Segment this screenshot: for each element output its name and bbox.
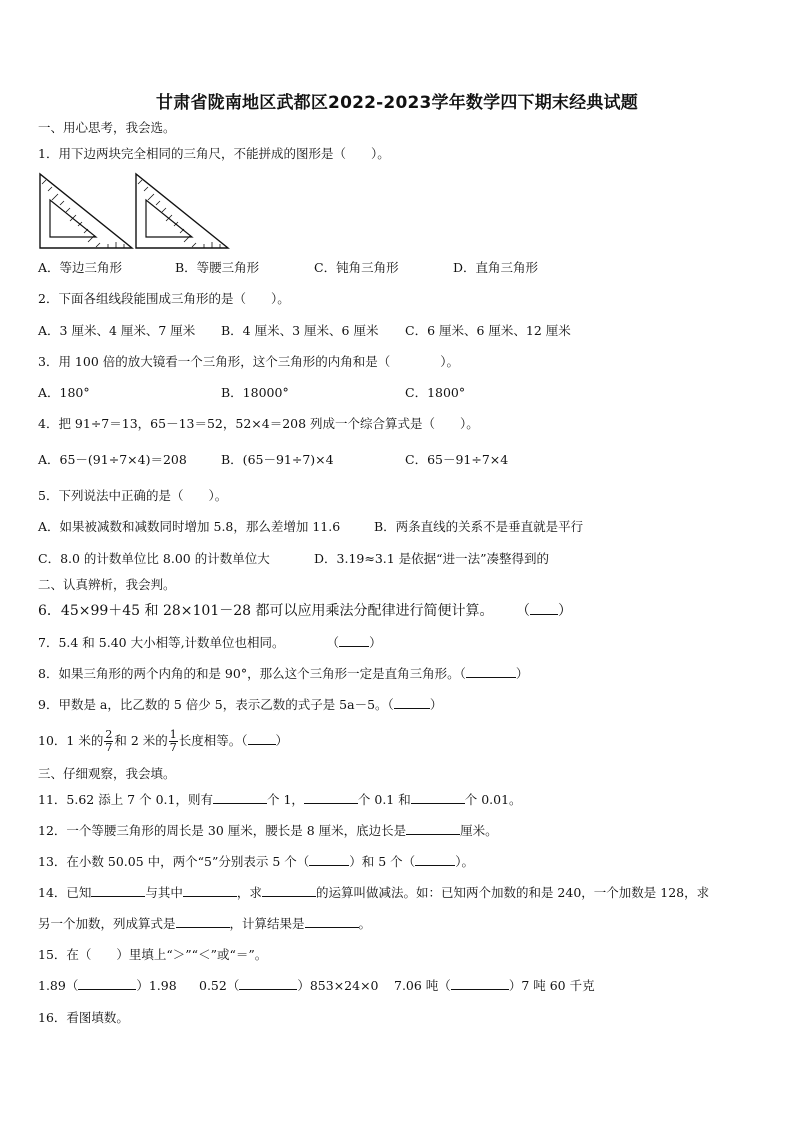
q11-text-a: 11．5.62 添上 7 个 0.1，则有 xyxy=(38,792,213,807)
question-8 xyxy=(38,665,528,683)
q10-paren-right: ） xyxy=(275,733,289,748)
q4-option-b: B．(65－91÷7)×4 xyxy=(221,452,334,467)
q14-text-g: 。 xyxy=(358,916,372,931)
q7-answer-blank[interactable] xyxy=(339,634,369,647)
q10-part3: 长度相等。 xyxy=(178,733,242,748)
q7-paren-right: ） xyxy=(369,635,382,650)
q6-text: 6．45×99＋45 和 28×101－28 都可以应用乘法分配律进行简便计算。 xyxy=(38,603,494,619)
q15-item-3-right: ）7 吨 60 千克 xyxy=(508,978,595,993)
q10-frac1-num: 2 xyxy=(105,728,113,741)
q15-item-3 xyxy=(394,977,595,995)
question-14-line-2 xyxy=(38,915,371,933)
q9-paren-right: ） xyxy=(429,697,443,712)
q14-text-b: 与其中 xyxy=(145,885,183,900)
q11-text-b: 个 1， xyxy=(266,792,304,807)
question-10 xyxy=(38,727,288,755)
q8-answer-blank[interactable] xyxy=(466,665,516,678)
question-6 xyxy=(38,602,572,620)
q14-blank-4[interactable] xyxy=(176,915,230,928)
q5-option-c: C．8.0 的计数单位比 8.00 的计数单位大 xyxy=(38,551,270,566)
q15-item-2 xyxy=(199,977,379,995)
q13-blank-2[interactable] xyxy=(415,853,455,866)
q1-option-b: B．等腰三角形 xyxy=(175,260,260,275)
q10-paren-left: （ xyxy=(241,733,248,748)
q5-option-a: A．如果被减数和减数同时增加 5.8，那么差增加 11.6 xyxy=(38,519,341,534)
q15-item-2-left: 0.52（ xyxy=(199,978,240,993)
q13-blank-1[interactable] xyxy=(309,853,349,866)
question-1: 1．用下边两块完全相同的三角尺，不能拼成的图形是（ ）。 xyxy=(38,146,390,161)
section-heading-choice: 一、用心思考，我会选。 xyxy=(38,120,176,135)
q14-text-c: ，求 xyxy=(236,885,262,900)
q15-item-1 xyxy=(38,977,177,995)
q2-option-a: A．3 厘米、4 厘米、7 厘米 xyxy=(38,323,196,338)
q15-item-2-right: ）853×24×0 xyxy=(297,978,379,993)
q12-text-b: 厘米。 xyxy=(460,823,498,838)
q11-text-d: 个 0.01。 xyxy=(464,792,522,807)
q14-blank-2[interactable] xyxy=(183,884,237,897)
q14-text-f: ，计算结果是 xyxy=(229,916,305,931)
question-14-line-1 xyxy=(38,884,709,902)
q11-blank-3[interactable] xyxy=(411,791,465,804)
q6-answer-blank[interactable] xyxy=(530,602,558,615)
q1-option-d: D．直角三角形 xyxy=(453,260,539,275)
q10-fraction-2-7 xyxy=(104,729,113,754)
q15-blank-2[interactable] xyxy=(239,977,297,990)
q11-blank-1[interactable] xyxy=(213,791,267,804)
question-3: 3．用 100 倍的放大镜看一个三角形，这个三角形的内角和是（ ）。 xyxy=(38,354,460,369)
question-4: 4．把 91÷7＝13，65－13＝52，52×4＝208 列成一个综合算式是（ ）。 xyxy=(38,416,479,431)
q10-frac1-den: 7 xyxy=(105,741,113,754)
q14-text-d: 的运算叫做减法。如：已知两个加数的和是 240，一个加数是 128，求 xyxy=(315,885,710,900)
q8-paren-right: ） xyxy=(515,666,529,681)
question-15: 15．在（ ）里填上“＞”“＜”或“＝”。 xyxy=(38,947,268,962)
q12-text-a: 12．一个等腰三角形的周长是 30 厘米，腰长是 8 厘米，底边长是 xyxy=(38,823,407,838)
q14-blank-3[interactable] xyxy=(262,884,316,897)
question-9 xyxy=(38,696,442,714)
q14-blank-5[interactable] xyxy=(305,915,359,928)
q10-answer-blank[interactable] xyxy=(248,732,276,745)
q15-item-1-right: ）1.98 xyxy=(136,978,177,993)
q10-frac2-den: 7 xyxy=(169,741,177,754)
q3-option-b: B．18000° xyxy=(221,385,289,400)
q14-blank-1[interactable] xyxy=(91,884,145,897)
q4-option-a: A．65－(91÷7×4)＝208 xyxy=(38,452,187,467)
q2-option-c: C．6 厘米、6 厘米、12 厘米 xyxy=(405,323,571,338)
question-2: 2．下面各组线段能围成三角形的是（ ）。 xyxy=(38,291,290,306)
q6-paren-right: ） xyxy=(557,603,572,619)
q13-text-c: ）。 xyxy=(455,854,474,869)
q12-blank[interactable] xyxy=(406,822,460,835)
page-title: 甘肃省陇南地区武都区2022-2023学年数学四下期末经典试题 xyxy=(156,93,638,113)
question-12 xyxy=(38,822,498,840)
q8-paren-left: （ xyxy=(459,666,466,681)
q3-option-a: A．180° xyxy=(38,385,90,400)
q7-text: 7．5.4 和 5.40 大小相等,计数单位也相同。 xyxy=(38,635,285,650)
q11-blank-2[interactable] xyxy=(304,791,358,804)
question-7 xyxy=(38,634,382,652)
q10-part2: 和 2 米的 xyxy=(114,733,168,748)
q11-text-c: 个 0.1 和 xyxy=(357,792,411,807)
q7-paren-left: （ xyxy=(326,635,340,650)
q15-item-1-left: 1.89（ xyxy=(38,978,79,993)
q9-answer-blank[interactable] xyxy=(394,696,430,709)
q8-text: 8．如果三角形的两个内角的和是 90°，那么这个三角形一定是直角三角形。 xyxy=(38,666,460,681)
q3-option-c: C．1800° xyxy=(405,385,466,400)
q10-part1: 10．1 米的 xyxy=(38,733,104,748)
q4-option-c: C．65－91÷7×4 xyxy=(405,452,509,467)
q13-text-a: 13．在小数 50.05 中，两个“5”分别表示 5 个（ xyxy=(38,854,310,869)
q15-blank-3[interactable] xyxy=(451,977,509,990)
section-heading-fill: 三、仔细观察，我会填。 xyxy=(38,766,176,781)
q1-option-a: A．等边三角形 xyxy=(38,260,123,275)
q10-frac2-num: 1 xyxy=(169,728,177,741)
set-square-right-figure xyxy=(134,172,232,250)
question-16: 16．看图填数。 xyxy=(38,1010,129,1025)
q2-option-b: B．4 厘米、3 厘米、6 厘米 xyxy=(221,323,379,338)
question-13 xyxy=(38,853,474,871)
question-11 xyxy=(38,791,522,809)
q13-text-b: ）和 5 个（ xyxy=(349,854,416,869)
question-5: 5．下列说法中正确的是（ ）。 xyxy=(38,488,228,503)
q1-option-c: C．钝角三角形 xyxy=(314,260,399,275)
q14-text-a: 14．已知 xyxy=(38,885,92,900)
section-heading-judge: 二、认真辨析，我会判。 xyxy=(38,577,176,592)
q15-blank-1[interactable] xyxy=(78,977,136,990)
q10-fraction-1-7 xyxy=(169,729,178,754)
q14-text-e: 另一个加数，列成算式是 xyxy=(38,916,176,931)
q9-text: 9．甲数是 a，比乙数的 5 倍少 5，表示乙数的式子是 5a－5。 xyxy=(38,697,388,712)
q9-paren-left: （ xyxy=(387,697,394,712)
q6-paren-left: （ xyxy=(515,603,530,619)
q5-option-d: D．3.19≈3.1 是依据“进一法”凑整得到的 xyxy=(314,551,549,566)
q5-option-b: B．两条直线的关系不是垂直就是平行 xyxy=(374,519,584,534)
set-square-left-figure xyxy=(38,172,136,250)
q15-item-3-left: 7.06 吨（ xyxy=(394,978,451,993)
